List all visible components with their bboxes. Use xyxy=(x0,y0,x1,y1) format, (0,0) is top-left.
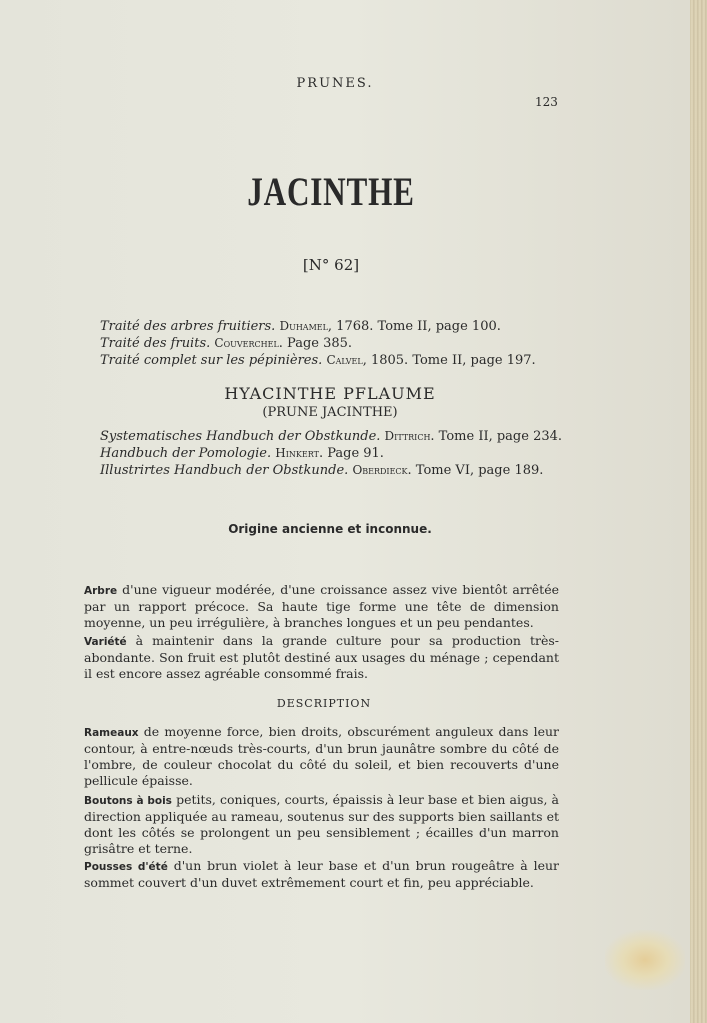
paragraph-arbre: Arbre d'une vigueur modérée, d'une croissance assez vive bientôt arrêtée par un rapport précoce. Sa haute tige forme une tête de dimension moyenne, un peu irrégulière, à branches longues et un peu pendantes. xyxy=(84,582,559,630)
reference-item: Systematisches Handbuch der Obstkunde. Dittrich. Tome II, page 234. xyxy=(100,429,563,444)
origin-heading: Origine ancienne et inconnue. xyxy=(228,522,432,536)
reference-list-2 xyxy=(100,428,563,479)
paragraph-variete: Variété à maintenir dans la grande culture pour sa production très-abondante. Son fruit est plutôt destiné aux usages du ménage ; cependant il est encore assez agréable consommé frais. xyxy=(84,633,559,681)
page-edge xyxy=(690,0,707,1023)
running-title: PRUNES. xyxy=(296,76,374,91)
paragraph-rameaux: Rameaux de moyenne force, bien droits, obscurément anguleux dans leur contour, à entre-nœuds très-courts, d'un brun jaunâtre sombre du côté de l'ombre, de couleur chocolat du côté du soleil, et bien recouverts d'une pellicule épaisse. xyxy=(84,724,559,788)
synonym-name: HYACINTHE PFLAUME xyxy=(224,384,436,403)
page-stain xyxy=(605,930,685,990)
page-title: JACINTHE xyxy=(247,169,415,214)
reference-item: Traité des fruits. Couverchel. Page 385. xyxy=(100,336,353,351)
paragraph-pousses: Pousses d'été d'un brun violet à leur base et d'un brun rougeâtre à leur sommet couvert d'un duvet extrêmement court et fin, peu appréciable. xyxy=(84,858,559,890)
reference-list-1 xyxy=(100,318,560,369)
synonym-translation: (PRUNE JACINTHE) xyxy=(262,405,398,420)
paragraph-boutons: Boutons à bois petits, coniques, courts, épaissis à leur base et bien aigus, à direction appliquée au rameau, soutenus sur des supports bien saillants et dont les côtés se prolongent un peu sensiblement ; écailles d'un marron grisâtre et terne. xyxy=(84,792,560,856)
page-number: 123 xyxy=(535,95,558,109)
reference-item: Handbuch der Pomologie. Hinkert. Page 91. xyxy=(100,446,384,461)
reference-item: Traité des arbres fruitiers. Duhamel, 1768. Tome II, page 100. xyxy=(100,319,501,334)
description-heading: DESCRIPTION xyxy=(276,697,372,710)
reference-item: Illustrirtes Handbuch der Obstkunde. Oberdieck. Tome VI, page 189. xyxy=(100,463,544,478)
reference-item: Traité complet sur les pépinières. Calvel, 1805. Tome II, page 197. xyxy=(100,353,536,368)
entry-number: [N° 62] xyxy=(302,256,360,274)
